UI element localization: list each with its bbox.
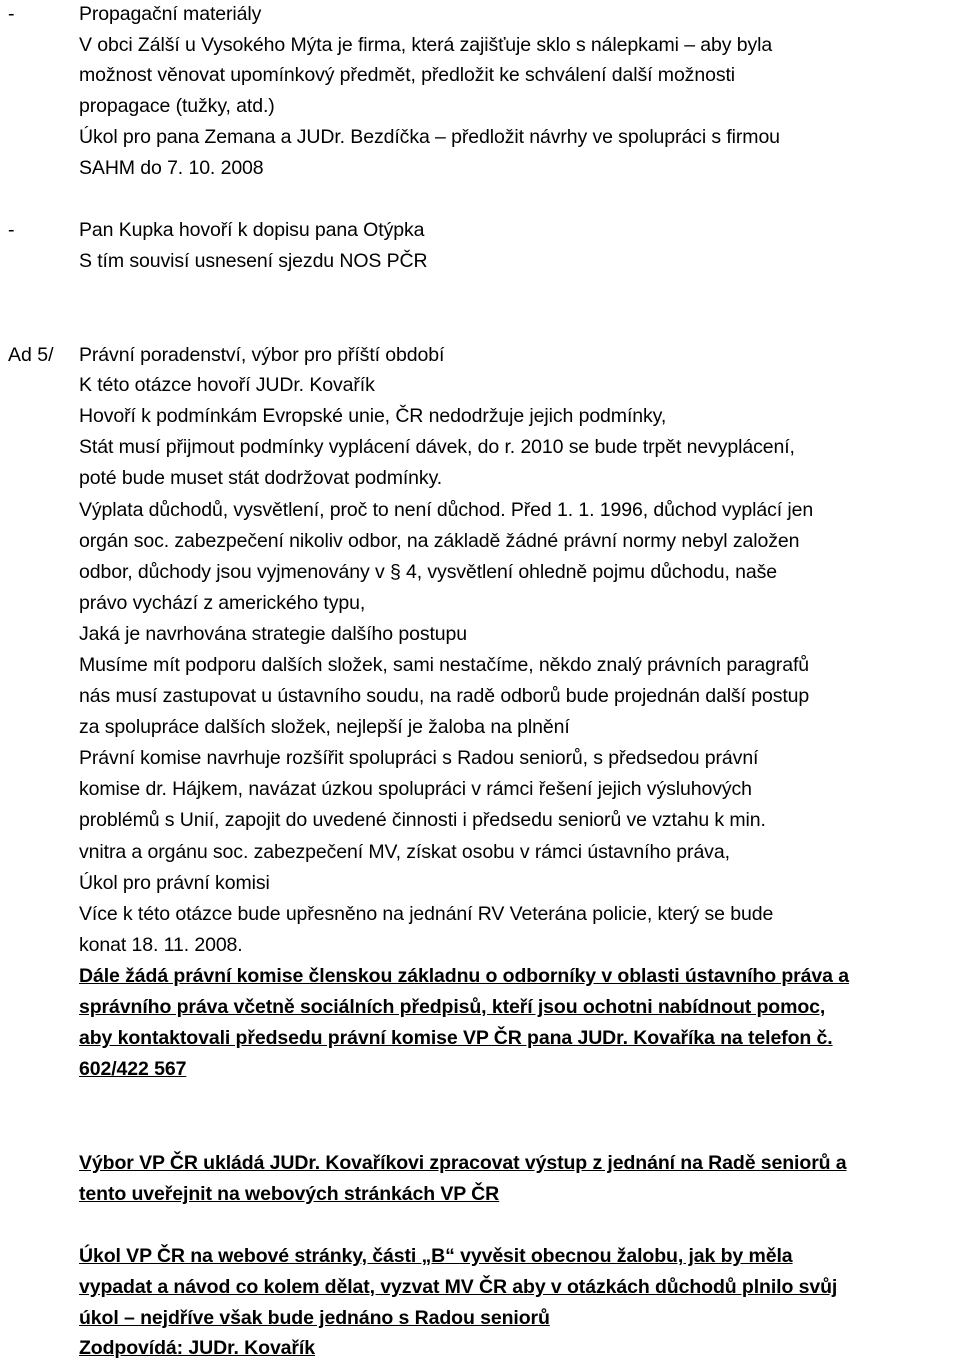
paragraph-line: Stát musí přijmout podmínky vyplácení dávek, do r. 2010 se bude trpět nevyplácení,	[79, 436, 795, 458]
paragraph-line: nás musí zastupovat u ústavního soudu, na radě odborů bude projednán další postup	[79, 685, 810, 707]
paragraph-line: Výplata důchodů, vysvětlení, proč to není důchod. Před 1. 1. 1996, důchod vyplácí jen	[79, 499, 814, 521]
bullet-dash: -	[8, 3, 15, 25]
paragraph-line: Právní poradenství, výbor pro příští období	[79, 344, 445, 366]
paragraph-line: SAHM do 7. 10. 2008	[79, 157, 264, 179]
paragraph-line: S tím souvisí usnesení sjezdu NOS PČR	[79, 250, 428, 272]
paragraph-line: Úkol pro pana Zemana a JUDr. Bezdíčka – předložit návrhy ve spolupráci s firmou	[79, 126, 780, 148]
resolution-line: vypadat a návod co kolem dělat, vyzvat MV ČR aby v otázkách důchodů plnilo svůj	[79, 1276, 838, 1298]
resolution-line: Úkol VP ČR na webové stránky, části „B“ vyvěsit obecnou žalobu, jak by měla	[79, 1245, 793, 1267]
paragraph-line: Úkol pro právní komisi	[79, 872, 270, 894]
paragraph-line: orgán soc. zabezpečení nikoliv odbor, na základě žádné právní normy nebyl založen	[79, 530, 800, 552]
paragraph-line: Více k této otázce bude upřesněno na jednání RV Veterána policie, který se bude	[79, 903, 774, 925]
bold-request-line: aby kontaktovali předsedu právní komise VP ČR pana JUDr. Kovaříka na telefon č.	[79, 1027, 833, 1049]
paragraph-line: Právní komise navrhuje rozšířit spolupráci s Radou seniorů, s předsedou právní	[79, 747, 759, 769]
responsible-person: Zodpovídá: JUDr. Kovařík	[79, 1337, 315, 1359]
paragraph-line: konat 18. 11. 2008.	[79, 934, 243, 956]
paragraph-line: Musíme mít podporu dalších složek, sami nestačíme, někdo znalý právních paragrafů	[79, 654, 810, 676]
paragraph-line: poté bude muset stát dodržovat podmínky.	[79, 467, 443, 489]
paragraph-line: odbor, důchody jsou vyjmenovány v § 4, vysvětlení ohledně pojmu důchodu, naše	[79, 561, 778, 583]
paragraph-line: K této otázce hovoří JUDr. Kovařík	[79, 374, 375, 396]
paragraph-line: V obci Zálší u Vysokého Mýta je firma, která zajišťuje sklo s nálepkami – aby byla	[79, 34, 773, 56]
bold-request-line: 602/422 567	[79, 1058, 187, 1080]
paragraph-line: problémů s Unií, zapojit do uvedené činnosti i předsedu seniorů ve vztahu k min.	[79, 809, 766, 831]
paragraph-line: možnost věnovat upomínkový předmět, předložit ke schválení další možnosti	[79, 64, 736, 86]
bold-request-line: správního práva včetně sociálních předpisů, kteří jsou ochotni nabídnout pomoc,	[79, 996, 826, 1018]
paragraph-line: za spolupráce dalších složek, nejlepší je žaloba na plnění	[79, 716, 570, 738]
paragraph-line: vnitra a orgánu soc. zabezpečení MV, získat osobu v rámci ústavního práva,	[79, 841, 730, 863]
paragraph-line: komise dr. Hájkem, navázat úzkou spolupráci v rámci řešení jejich výsluhových	[79, 778, 752, 800]
paragraph-line: Propagační materiály	[79, 3, 262, 25]
resolution-line: úkol – nejdříve však bude jednáno s Radou seniorů	[79, 1307, 550, 1329]
paragraph-line: propagace (tužky, atd.)	[79, 95, 275, 117]
paragraph-line: Jaká je navrhována strategie dalšího postupu	[79, 623, 468, 645]
paragraph-line: právo vychází z amerického typu,	[79, 592, 366, 614]
resolution-line: Výbor VP ČR ukládá JUDr. Kovaříkovi zpracovat výstup z jednání na Radě seniorů a	[79, 1152, 847, 1174]
bold-request-line: Dále žádá právní komise členskou základnu o odborníky v oblasti ústavního práva a	[79, 965, 849, 987]
paragraph-line: Hovoří k podmínkám Evropské unie, ČR nedodržuje jejich podmínky,	[79, 405, 667, 427]
bullet-dash: -	[8, 219, 15, 241]
paragraph-line: Pan Kupka hovoří k dopisu pana Otýpka	[79, 219, 425, 241]
resolution-line: tento uveřejnit na webových stránkách VP ČR	[79, 1183, 500, 1205]
section-number: Ad 5/	[8, 344, 54, 366]
